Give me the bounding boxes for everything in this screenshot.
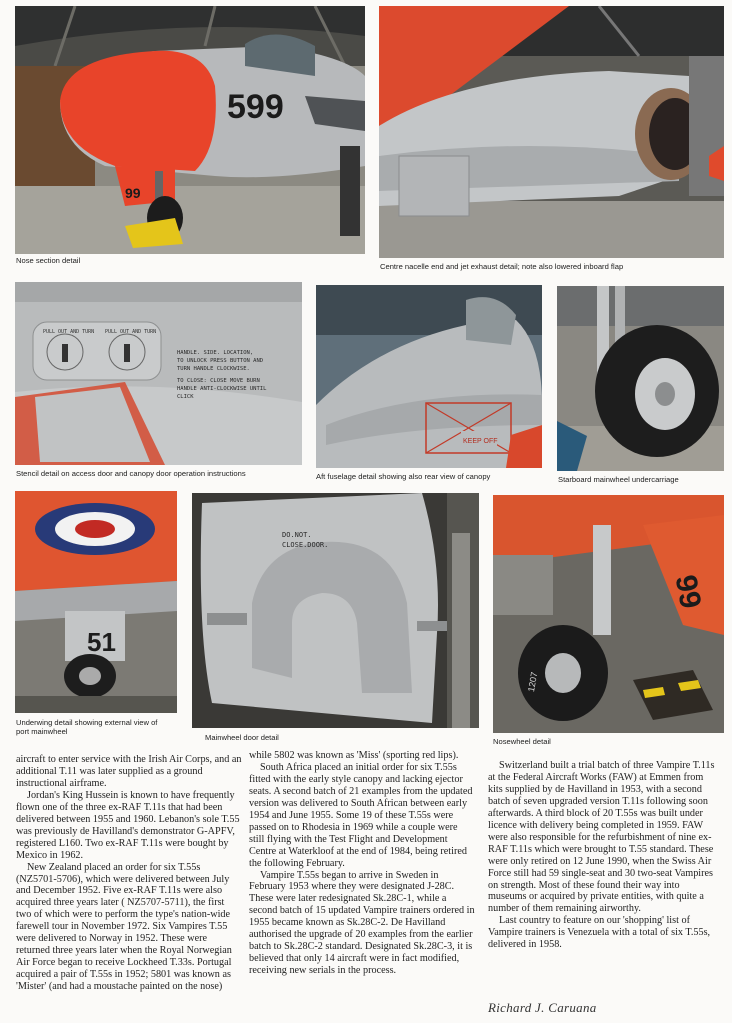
article-column-3 bbox=[488, 760, 716, 951]
col2-paragraph-1: while 5802 was known as 'Miss' (sporting red lips). bbox=[249, 750, 459, 761]
nosewheel-99-marking: 99 bbox=[668, 572, 707, 612]
col2-paragraph-2: South Africa placed an initial order for six T.55s fitted with the early style canopy and lacking ejector seats. A second batch of 21 examples from the updated version was delivered to South African between early 1954 and June 1955. Some 19 of these T.55s were passed on to Rhodesia in 1969 while a couple were still flying with the Test Flight and Development Centre at Waterkloof at the end of 1984, being retired the following February. bbox=[249, 761, 473, 869]
photo-stencil-detail bbox=[15, 282, 302, 465]
photo-nose-section bbox=[15, 6, 365, 254]
caption-underwing bbox=[16, 718, 157, 736]
photo-starboard-mainwheel bbox=[557, 286, 724, 471]
stencil-line-1: HANDLE. SIDE. LOCATION, bbox=[177, 350, 254, 356]
caption-underwing-line-2: port mainwheel bbox=[16, 727, 68, 736]
caption-mainwheel-door: Mainwheel door detail bbox=[205, 733, 279, 742]
stencil-line-3: TURN HANDLE CLOCKWISE. bbox=[177, 366, 250, 372]
article-column-2 bbox=[249, 750, 475, 977]
caption-nosewheel: Nosewheel detail bbox=[493, 737, 551, 746]
photo-underwing bbox=[15, 491, 177, 713]
serial-599-marking: 599 bbox=[227, 88, 284, 126]
photo-nacelle-exhaust bbox=[379, 6, 724, 258]
photo-aft-fuselage bbox=[316, 285, 542, 468]
tyre-1207-marking: 1207 bbox=[525, 671, 540, 693]
underwing-51-marking: 51 bbox=[87, 627, 116, 657]
col3-paragraph-2: Last country to feature on our 'shopping' list of Vampire trainers is Venezuela with a total of six T.55s, delivered in 1958. bbox=[488, 915, 711, 951]
door-stencil-line-1: DO.NOT. bbox=[282, 531, 312, 539]
keep-off-marking: KEEP OFF bbox=[463, 438, 498, 445]
stencil-line-4: TO CLOSE: CLOSE MOVE BURN bbox=[177, 378, 260, 384]
author-signature: Richard J. Caruana bbox=[488, 1000, 597, 1015]
stencil-line-6: CLICK bbox=[177, 394, 194, 400]
stencil-line-2: TO UNLOCK PRESS BUTTON AND bbox=[177, 358, 264, 364]
photo-mainwheel-door bbox=[192, 493, 479, 728]
col1-paragraph-3: New Zealand placed an order for six T.55s (NZ5701-5706), which were delivered between July and December 1952. Five ex-RAF T.11s were also acquired three years later ( NZ5707-5711), the first two of which were to perform the type's nation-wide farewell tour in November 1972. Six Vampires T.55 were delivered to Norway in 1952. These were returned three years later when the Royal Norwegian Air Force began to receive Lockheed T.33s. Portugal acquired a pair of T.55s in 1952; 5801 was known as 'Mister' (and had a moustache painted on the nose) bbox=[16, 861, 232, 993]
col1-paragraph-1: aircraft to enter service with the Irish Air Corps, and an additional T.11 was later supplied as a ground instructional airframe. bbox=[16, 754, 242, 789]
nosegear-99-marking: 99 bbox=[125, 185, 141, 201]
door-stencil-line-2: CLOSE.DOOR. bbox=[282, 541, 329, 549]
col2-paragraph-3: Vampire T.55s began to arrive in Sweden in February 1953 where they were designated J-28C. These were later redesignated Sk.28C-1, while a second batch of 15 updated Vampire trainers ordered in 1955 became known as Sk.28C-2. De Havilland authorised the upgrade of 20 examples from the earlier batch to Sk.28C-2 standard. Designated Sk.28C-3, it is believed that only 14 aircraft were in fact modified, receiving new serials in the process. bbox=[249, 869, 475, 977]
article-column-1 bbox=[16, 754, 242, 993]
caption-starboard-mainwheel: Starboard mainwheel undercarriage bbox=[558, 475, 679, 484]
dial-label-right: PULL OUT AND TURN bbox=[105, 329, 157, 335]
caption-aft-fuselage: Aft fuselage detail showing also rear view of canopy bbox=[316, 472, 491, 481]
col1-paragraph-2: Jordan's King Hussein is known to have frequently flown one of the three ex-RAF T.11s that had been delivered between 1955 and 1960. Lebanon's sole T.55 was previously de Havilland's demonstrator G-APFV, registered L160. Two ex-RAF T.11s were bought by Mexico in 1962. bbox=[16, 789, 240, 861]
caption-nacelle-exhaust: Centre nacelle end and jet exhaust detail; note also lowered inboard flap bbox=[380, 262, 624, 271]
dial-label-left: PULL OUT AND TURN bbox=[43, 329, 95, 335]
col3-paragraph-1: Switzerland built a trial batch of three Vampire T.11s at the Federal Aircraft Works (FAW) at Emmen from kits supplied by de Havilland in 1953, with a second batch of seven upgraded version T.11s following soon afterwards. A third block of 20 T.55s was built under licence with delivery being completed in 1959. FAW were also responsible for the refurbishment of nine ex-RAF T.11s which were brought to T.55 standard. These were only retired on 12 June 1990, when the Swiss Air Force still had 59 single-seat and 30 two-seat Vampires on strength. Most of these found their way into museums or acquired by private entities, with quite a number of them remaining airworthy. bbox=[488, 760, 715, 915]
caption-stencil-detail: Stencil detail on access door and canopy door operation instructions bbox=[16, 469, 246, 478]
stencil-line-5: HANDLE ANTI-CLOCKWISE UNTIL bbox=[177, 386, 267, 392]
caption-nose-section: Nose section detail bbox=[16, 256, 81, 265]
caption-underwing-line-1: Underwing detail showing external view of bbox=[16, 718, 158, 727]
photo-nosewheel bbox=[493, 495, 724, 733]
